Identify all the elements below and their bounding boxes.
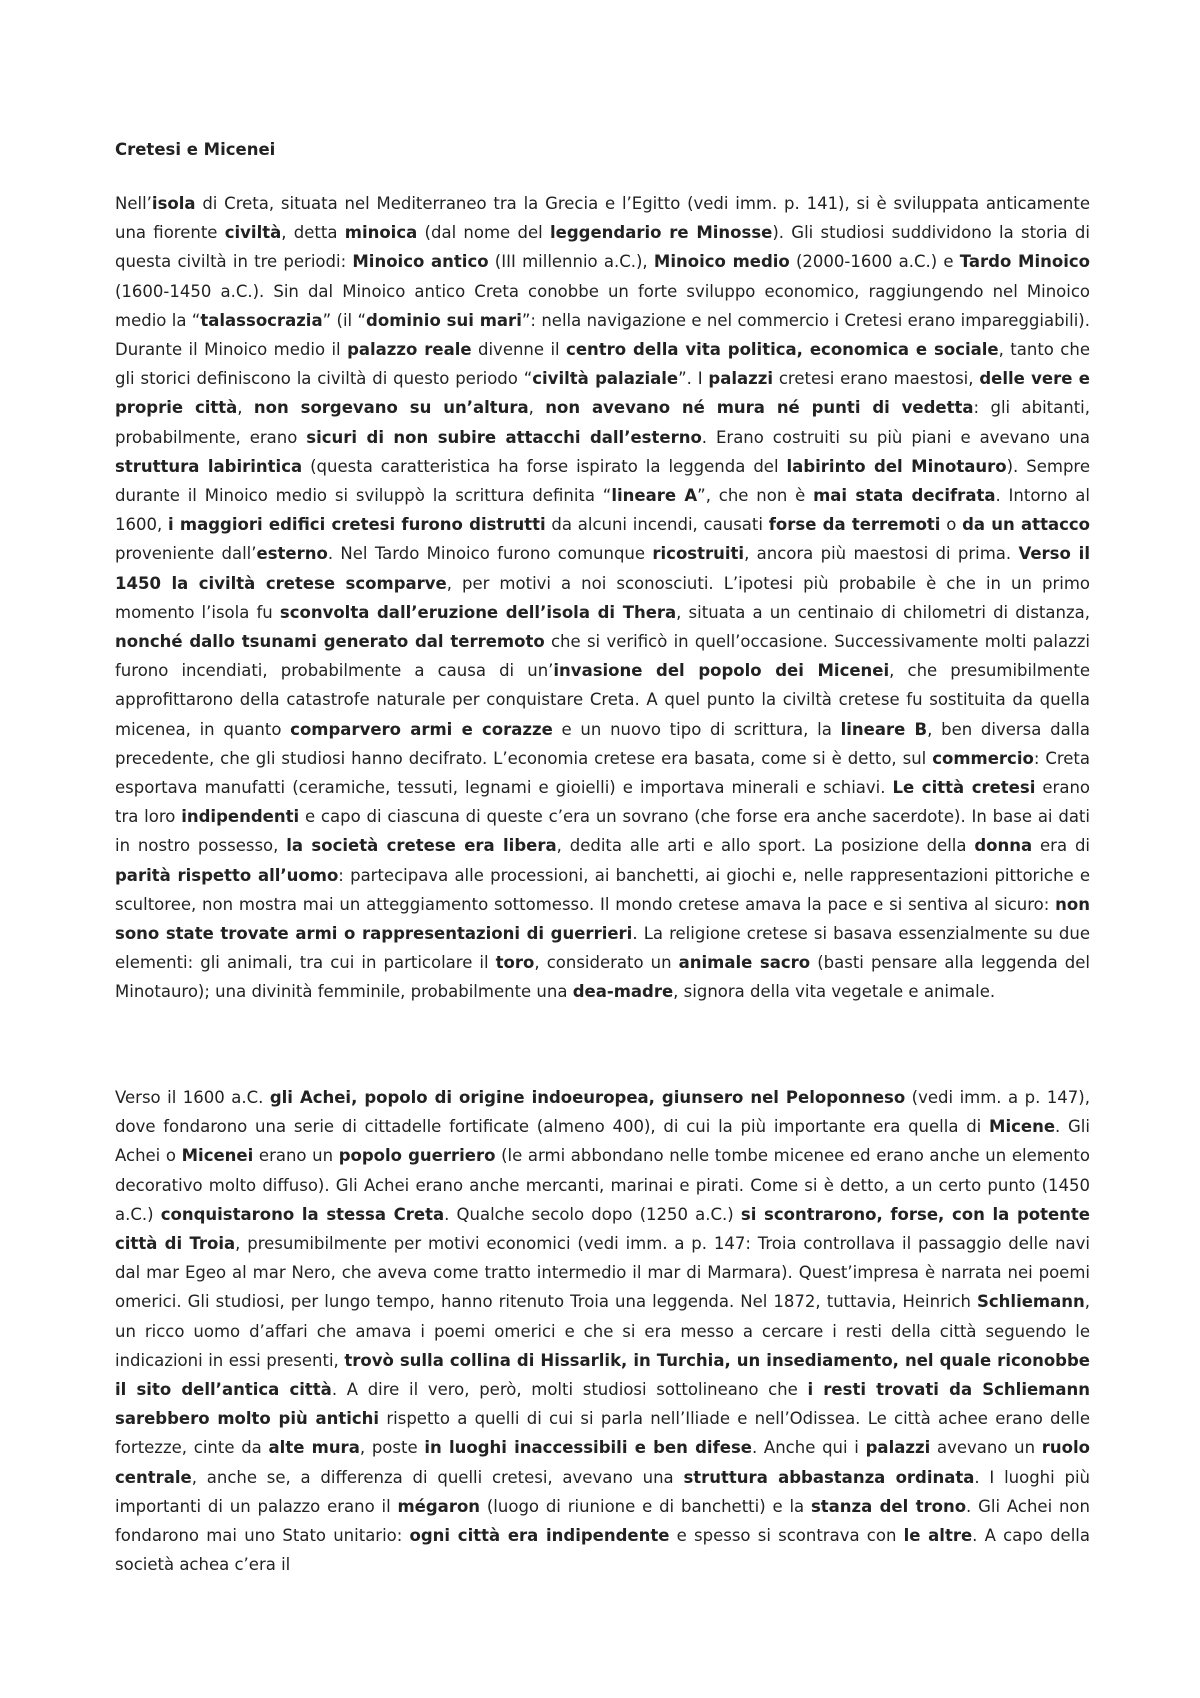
bold-run: minoica (344, 223, 418, 243)
bold-run: dea-madre (572, 982, 674, 1002)
bold-run: parità rispetto all’uomo (115, 865, 339, 885)
text-run: e capo di ciascuna di queste c’era un sovrano (che forse era anche sacerdote). In base ai dati in nostro possesso, (115, 807, 1090, 856)
text-run: , poste (359, 1438, 425, 1458)
bold-run: Schliemann (977, 1292, 1085, 1312)
bold-run: palazzo reale (347, 340, 472, 360)
bold-run: alte mura (268, 1438, 360, 1458)
bold-run: gli Achei, popolo di origine indoeuropea, giunsero nel Peloponneso (269, 1088, 906, 1107)
text-run: (1600-1450 a.C.). Sin dal Minoico antico Creta conobbe un forte sviluppo economico, raggiungendo nel Minoico medio la “ (115, 281, 1090, 330)
text-run: . Qualche secolo dopo (1250 a.C.) (444, 1204, 741, 1224)
bold-run: Minoico antico (352, 252, 489, 272)
bold-run: civiltà palaziale (532, 369, 679, 389)
text-run: . La religione cretese si basava essenzialmente su due elementi: gli animali, tra cui in particolare il (115, 924, 1090, 973)
text-run: , tanto che gli storici definiscono la civiltà di questo periodo “ (115, 340, 1090, 389)
text-run: rispetto a quelli di cui si parla nell’Iliade e nell’Odissea. Le città achee erano delle fortezze, cinte da (115, 1409, 1090, 1458)
text-run: di Creta, situata nel Mediterraneo tra la Grecia e l’Egitto (vedi imm. p. 141), si è sviluppata anticamente una fiorente (115, 194, 1090, 243)
bold-run: Tardo Minoico (959, 252, 1090, 272)
bold-run: non avevano né mura né punti di vedetta (545, 398, 974, 418)
text-run: , signora della vita vegetale e animale. (673, 982, 996, 1002)
bold-run: non sono state trovate armi o rappresentazioni di guerrieri (115, 894, 1090, 944)
text-run: avevano un (930, 1438, 1042, 1458)
text-run: . Gli Achei non fondarono mai uno Stato unitario: (115, 1496, 1090, 1546)
text-run: . Erano costruiti su più piani e avevano una (701, 427, 1090, 447)
text-run: , anche se, a differenza di quelli cretesi, avevano una (191, 1467, 684, 1487)
text-run: . A capo della società achea c’era il (115, 1526, 1090, 1575)
text-run: ). Sempre durante il Minoico medio si sviluppò la scrittura definita “ (115, 456, 1090, 506)
bold-run: si scontrarono, forse, con la potente città di Troia (115, 1204, 1090, 1254)
bold-run: ogni città era indipendente (409, 1526, 670, 1546)
bold-run: Micenei (181, 1146, 254, 1166)
bold-run: invasione del popolo dei Micenei (553, 661, 890, 681)
text-run: (le armi abbondano nelle tombe micenee ed erano anche un elemento decorativo molto diffuso). Gli Achei erano anche mercanti, marinai e pirati. Come si è detto, a un certo punto (1450 a.C.) (115, 1146, 1090, 1224)
text-run: , per motivi a noi sconosciuti. L’ipotesi più probabile è che in un primo momento l’isola fu (115, 573, 1090, 622)
text-run: , (237, 398, 254, 418)
text-run: divenne il (471, 340, 567, 360)
text-run: , un ricco uomo d’affari che amava i poemi omerici e che si era messo a cercare i resti della città seguendo le indicazioni in essi presenti, (115, 1292, 1090, 1370)
bold-run: conquistarono la stessa Creta (160, 1204, 445, 1224)
text-run: proveniente dall’ (115, 544, 257, 564)
text-run: (luogo di riunione e di banchetti) e la (480, 1496, 811, 1516)
bold-run: in luoghi inaccessibili e ben difese (424, 1438, 752, 1458)
bold-run: da un attacco (962, 515, 1090, 535)
text-run: . Anche qui i (751, 1438, 866, 1458)
bold-run: Le città cretesi (892, 778, 1036, 798)
text-run: : Creta esportava manufatti (ceramiche, tessuti, legnami e gioielli) e importava minerali e schiavi. (115, 748, 1091, 798)
text-run: . Gli Achei o (115, 1117, 1090, 1166)
text-run: (dal nome del (417, 223, 550, 243)
bold-run: trovò sulla collina di Hissarlik, in Turchia, un insediamento, nel quale riconobbe il sito dell’antica città (115, 1350, 1090, 1400)
text-run: , ancora più maestosi di prima. (744, 544, 1019, 564)
bold-run: la società cretese era libera (286, 836, 557, 856)
bold-run: stanza del trono (810, 1496, 967, 1516)
text-run: , situata a un centinaio di chilometri di distanza, (676, 602, 1090, 622)
bold-run: Micene (989, 1117, 1056, 1137)
text-run: . A dire il vero, però, molti studiosi sottolineano che (331, 1380, 808, 1400)
bold-run: lineare A (611, 486, 698, 506)
text-run: , (528, 398, 546, 418)
text-run: Nell’ (115, 194, 152, 213)
bold-run: struttura abbastanza ordinata (683, 1467, 975, 1487)
bold-run: talassocrazia (200, 310, 323, 330)
text-run: era di (1032, 836, 1091, 856)
bold-run: delle vere e proprie città (115, 369, 1090, 418)
bold-run: mai stata decifrata (813, 486, 996, 506)
text-run: che si verificò in quell’occasione. Successivamente molti palazzi furono incendiati, probabilmente a causa di un’ (115, 632, 1090, 681)
bold-run: dominio sui mari (366, 310, 522, 330)
bold-run: esterno (256, 544, 328, 564)
bold-run: struttura labirintica (115, 456, 303, 476)
bold-run: indipendenti (181, 807, 300, 827)
text-run: , presumibilmente per motivi economici (vedi imm. a p. 147: Troia controllava il passaggio delle navi dal mar Egeo al mar Nero, che aveva come tratto intermedio il mar di Marmara). Quest’impresa è narrata nei poemi omerici. Gli studiosi, per lungo tempo, hanno ritenuto Troia una leggenda. Nel 1872, tuttavia, Heinrich (115, 1234, 1090, 1312)
text-run: . I luoghi più importanti di un palazzo erano il (115, 1467, 1090, 1516)
text-run: Verso il 1600 a.C. (115, 1088, 270, 1107)
text-run: ” (il “ (322, 310, 367, 330)
text-run: (questa caratteristica ha forse ispirato la leggenda del (302, 456, 787, 476)
bold-run: isola (151, 194, 196, 213)
bold-run: i maggiori edifici cretesi furono distrutti (168, 515, 546, 535)
bold-run: palazzi (865, 1438, 931, 1458)
text-run: , considerato un (534, 953, 679, 973)
bold-run: forse da terremoti (768, 515, 941, 535)
bold-run: commercio (932, 748, 1034, 768)
text-run: erano tra loro (115, 778, 1091, 827)
text-run: . Nel Tardo Minoico furono comunque (327, 544, 653, 564)
text-run: , dedita alle arti e allo sport. La posizione della (556, 836, 975, 856)
bold-run: donna (974, 836, 1033, 856)
bold-run: toro (495, 953, 535, 973)
document-title: Cretesi e Micenei (115, 140, 276, 159)
bold-run: nonché dallo tsunami generato dal terremoto (115, 632, 545, 652)
bold-run: mégaron (397, 1496, 481, 1516)
paragraph-cretesi (115, 189, 1090, 1007)
text-run: , ben diversa dalla precedente, che gli studiosi hanno decifrato. L’economia cretese era basata, come si è detto, sul (115, 719, 1090, 768)
text-run: e un nuovo tipo di scrittura, la (552, 719, 841, 739)
text-run: , detta (281, 223, 345, 243)
bold-run: sconvolta dall’eruzione dell’isola di Thera (279, 602, 677, 622)
paragraph-micenei (115, 1083, 1090, 1579)
bold-run: popolo guerriero (338, 1146, 496, 1166)
text-run: e spesso si scontrava con (669, 1526, 904, 1546)
text-run: : gli abitanti, probabilmente, erano (115, 398, 1090, 447)
bold-run: Minoico medio (653, 252, 790, 272)
text-run: (vedi imm. a p. 147), dove fondarono una serie di cittadelle fortificate (almeno 400), di cui la più importante era quella di (115, 1088, 1090, 1137)
bold-run: animale sacro (678, 953, 811, 973)
text-run: ”. I (678, 369, 709, 389)
bold-run: labirinto del Minotauro (786, 456, 1007, 476)
bold-run: sicuri di non subire attacchi dall’esterno (306, 427, 702, 447)
bold-run: ruolo centrale (115, 1438, 1090, 1487)
text-run: o (940, 515, 963, 535)
bold-run: i resti trovati da Schliemann sarebbero molto più antichi (115, 1380, 1090, 1429)
text-run: , che presumibilmente approfittarono della catastrofe naturale per conquistare Creta. A quel punto la civiltà cretese fu sostituita da quella micenea, in quanto (115, 661, 1090, 739)
bold-run: civiltà (224, 223, 282, 243)
text-run: (III millennio a.C.), (488, 252, 654, 272)
bold-run: le altre (903, 1526, 973, 1546)
text-run: cretesi erano maestosi, (773, 369, 980, 389)
text-run: ). Gli studiosi suddividono la storia di questa civiltà in tre periodi: (115, 223, 1090, 272)
bold-run: leggendario re Minosse (549, 223, 773, 243)
text-run: erano un (253, 1146, 339, 1166)
text-run: (basti pensare alla leggenda del Minotauro); una divinità femminile, probabilmente una (115, 953, 1090, 1002)
bold-run: non sorgevano su un’altura (253, 398, 529, 418)
bold-run: centro della vita politica, economica e sociale (566, 340, 999, 360)
bold-run: Verso il 1450 la civiltà cretese scomparve (115, 544, 1090, 593)
text-run: ”, che non è (697, 486, 814, 506)
bold-run: comparvero armi e corazze (290, 719, 553, 739)
text-run: : partecipava alle processioni, ai banchetti, ai giochi e, nelle rappresentazioni pittoriche e scultoree, non mostra mai un atteggiamento sottomesso. Il mondo cretese amava la pace e si sentiva al sicuro: (115, 865, 1090, 914)
bold-run: ricostruiti (652, 544, 745, 564)
text-run: ”: nella navigazione e nel commercio i Cretesi erano impareggiabili). Durante il Minoico medio il (115, 310, 1090, 360)
text-run: da alcuni incendi, causati (545, 515, 769, 535)
text-run: . Intorno al 1600, (115, 486, 1090, 535)
bold-run: lineare B (840, 719, 928, 739)
text-run: (2000-1600 a.C.) e (789, 252, 960, 272)
bold-run: palazzi (708, 369, 774, 389)
